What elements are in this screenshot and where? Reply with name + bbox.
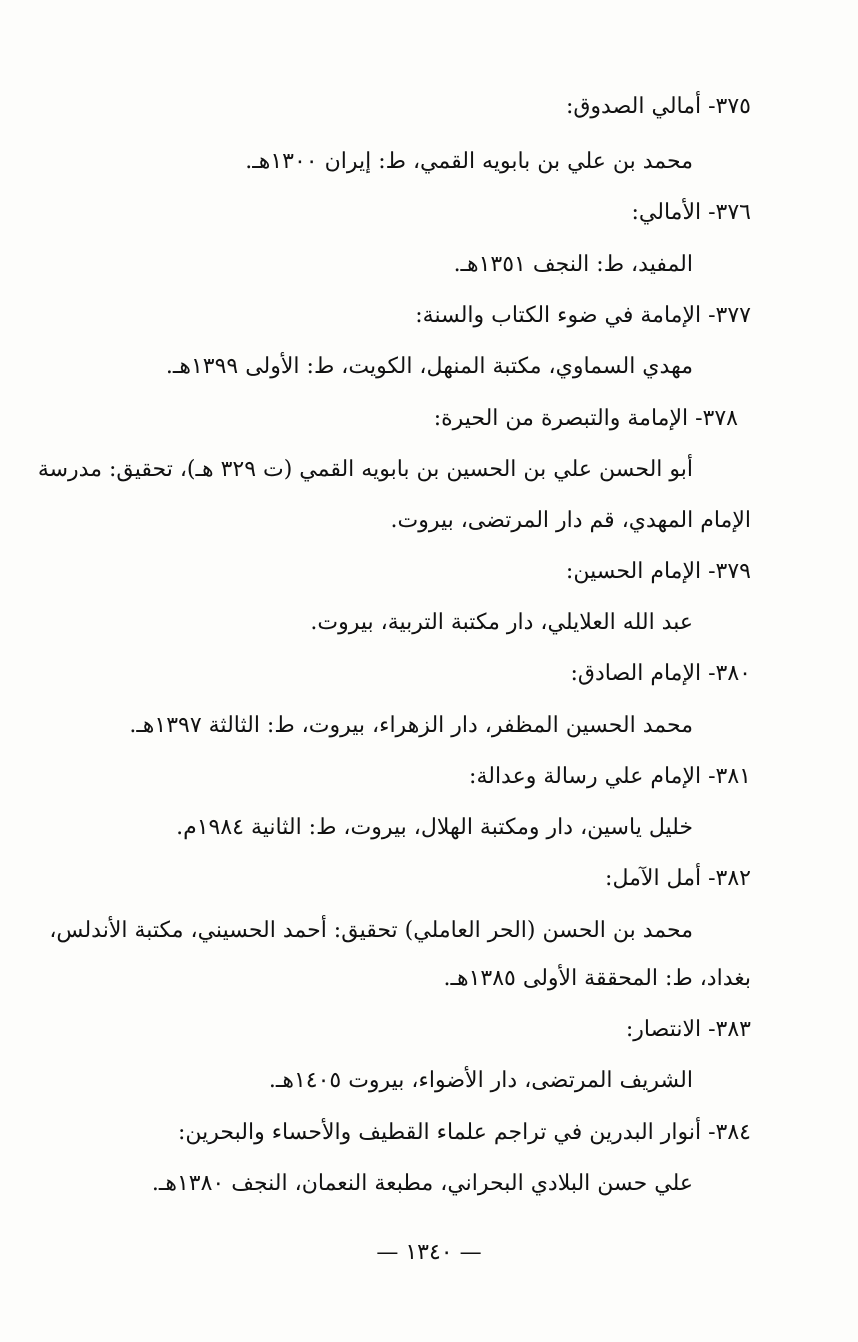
entry-heading: ٣٧٩- الإمام الحسين: — [565, 559, 751, 584]
entry-heading: ٣٨٤- أنوار البدرين في تراجم علماء القطيف والأحساء والبحرين: — [178, 1120, 751, 1145]
entry-detail-continued: الإمام المهدي، قم دار المرتضى، بيروت. — [390, 508, 751, 533]
entry-heading: ٣٨١- الإمام علي رسالة وعدالة: — [469, 764, 751, 789]
page-number: — ١٣٤٠ — — [376, 1240, 482, 1265]
entry-detail: المفيد، ط: النجف ١٣٥١هـ. — [453, 252, 693, 277]
entry-heading: ٣٧٧- الإمامة في ضوء الكتاب والسنة: — [415, 303, 751, 328]
entry-detail: خليل ياسين، دار ومكتبة الهلال، بيروت، ط: الثانية ١٩٨٤م. — [176, 815, 693, 840]
entry-heading: ٣٧٥- أمالي الصدوق: — [565, 94, 751, 119]
entry-detail-continued: بغداد، ط: المحققة الأولى ١٣٨٥هـ. — [443, 966, 751, 991]
entry-detail: محمد الحسين المظفر، دار الزهراء، بيروت، ط: الثالثة ١٣٩٧هـ. — [129, 713, 693, 738]
entry-heading: ٣٧٨- الإمامة والتبصرة من الحيرة: — [433, 406, 738, 431]
entry-detail: مهدي السماوي، مكتبة المنهل، الكويت، ط: الأولى ١٣٩٩هـ. — [165, 354, 693, 379]
entry-detail: محمد بن الحسن (الحر العاملي) تحقيق: أحمد الحسيني، مكتبة الأندلس، — [49, 918, 693, 943]
entry-detail: أبو الحسن علي بن الحسين بن بابويه القمي (ت ٣٢٩ هـ)، تحقيق: مدرسة — [37, 457, 693, 482]
entry-detail: علي حسن البلادي البحراني، مطبعة النعمان، النجف ١٣٨٠هـ. — [151, 1171, 693, 1196]
entry-heading: ٣٨٢- أمل الآمل: — [605, 866, 751, 891]
entry-heading: ٣٨٠- الإمام الصادق: — [570, 661, 751, 686]
entry-heading: ٣٧٦- الأمالي: — [631, 200, 751, 225]
entry-detail: محمد بن علي بن بابويه القمي، ط: إيران ١٣٠٠هـ. — [245, 149, 693, 174]
entry-detail: الشريف المرتضى، دار الأضواء، بيروت ١٤٠٥هـ. — [268, 1068, 693, 1093]
entry-heading: ٣٨٣- الانتصار: — [625, 1017, 751, 1042]
entry-detail: عبد الله العلايلي، دار مكتبة التربية، بيروت. — [310, 610, 693, 635]
